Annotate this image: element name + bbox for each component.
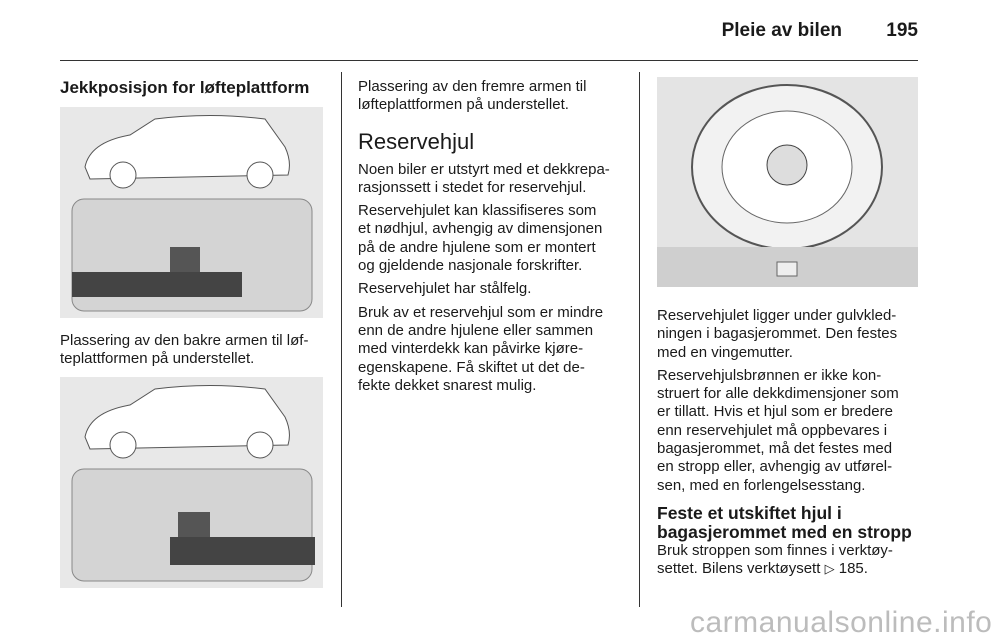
watermark: carmanualsonline.info [690,606,992,639]
page-number: 195 [886,20,918,41]
paragraph [358,202,633,275]
text-line: enn de andre hjulene eller sammen [358,321,594,339]
intro-paragraph [358,78,633,115]
text-line: Bruk stroppen som finnes i verktøy- [657,541,893,559]
text-line: ningen i bagasjerommet. Den festes [657,325,898,343]
heading-line: Feste et utskiftet hjul i [657,502,842,523]
jack-position-heading: Jekkposisjon for løfteplattform [60,78,310,97]
text-line: sen, med en forlengelsesstang. [657,476,866,494]
text-line: Reservehjulet har stålfelg. [358,280,532,298]
text-line: fekte dekket snarest mulig. [358,376,537,394]
text-line: er tillatt. Hvis et hjul som er bredere [657,403,893,421]
text-line: enn reservehjulet må oppbevares i [657,421,888,439]
caption-rear [60,332,330,369]
heading-line: bagasjerommet med en stropp [657,521,912,542]
text-line: bagasjerommet, må det festes med [657,440,893,458]
text-line: rasjonssett i stedet for reservehjul. [358,178,587,196]
text-line: Reservehjulet kan klassifiseres som [358,202,597,220]
column-divider [639,72,640,607]
paragraph [657,307,927,362]
header-rule [60,60,918,61]
paragraph [358,161,633,198]
arrow-reference-icon: ▷ [824,561,835,577]
text-line: struert for alle dekkdimensjoner som [657,385,899,403]
column-divider [341,72,342,607]
column-3 [657,307,927,584]
paragraph [358,280,633,298]
text-line: Reservehjulet ligger under gulvkled- [657,307,897,324]
text-line: med en vingemutter. [657,343,793,361]
text-line: og gjeldende nasjonale forskrifter. [358,257,583,275]
strap-paragraph [657,542,927,579]
column-1 [60,78,330,98]
section-title: Pleie av bilen [721,20,842,41]
column-2 [358,78,633,400]
spare-wheel-illustration [657,77,918,287]
caption-line: Plassering av den bakre armen til løf- [60,332,309,349]
text-line: løfteplattformen på understellet. [358,96,569,114]
text-line: Noen biler er utstyrt med et dekkrepa- [358,160,610,178]
text-line: Reservehjulsbrønnen er ikke kon- [657,366,882,384]
strap-heading [657,504,927,542]
text-line: et nødhjul, avhengig av dimensjonen [358,220,603,238]
text-line: med vinterdekk kan påvirke kjøre- [358,340,584,358]
caption-line: teplattformen på understellet. [60,350,255,368]
page-reference-link[interactable]: 185. [838,560,868,578]
spare-wheel-heading: Reservehjul [358,128,475,154]
rear-lift-point-illustration [60,107,323,318]
paragraph [657,367,927,495]
text-line: Bruk av et reservehjul som er mindre [358,303,604,321]
text-line: egenskapene. Få skiftet ut det de- [358,358,585,376]
paragraph [358,304,633,395]
text-line: Plassering av den fremre armen til [358,78,587,95]
front-lift-point-illustration [60,377,323,588]
text-line: på de andre hjulene som er montert [358,238,596,256]
text-line: en stropp eller, avhengig av utførel- [657,458,893,476]
text-line: settet. Bilens verktøysett [657,560,821,578]
